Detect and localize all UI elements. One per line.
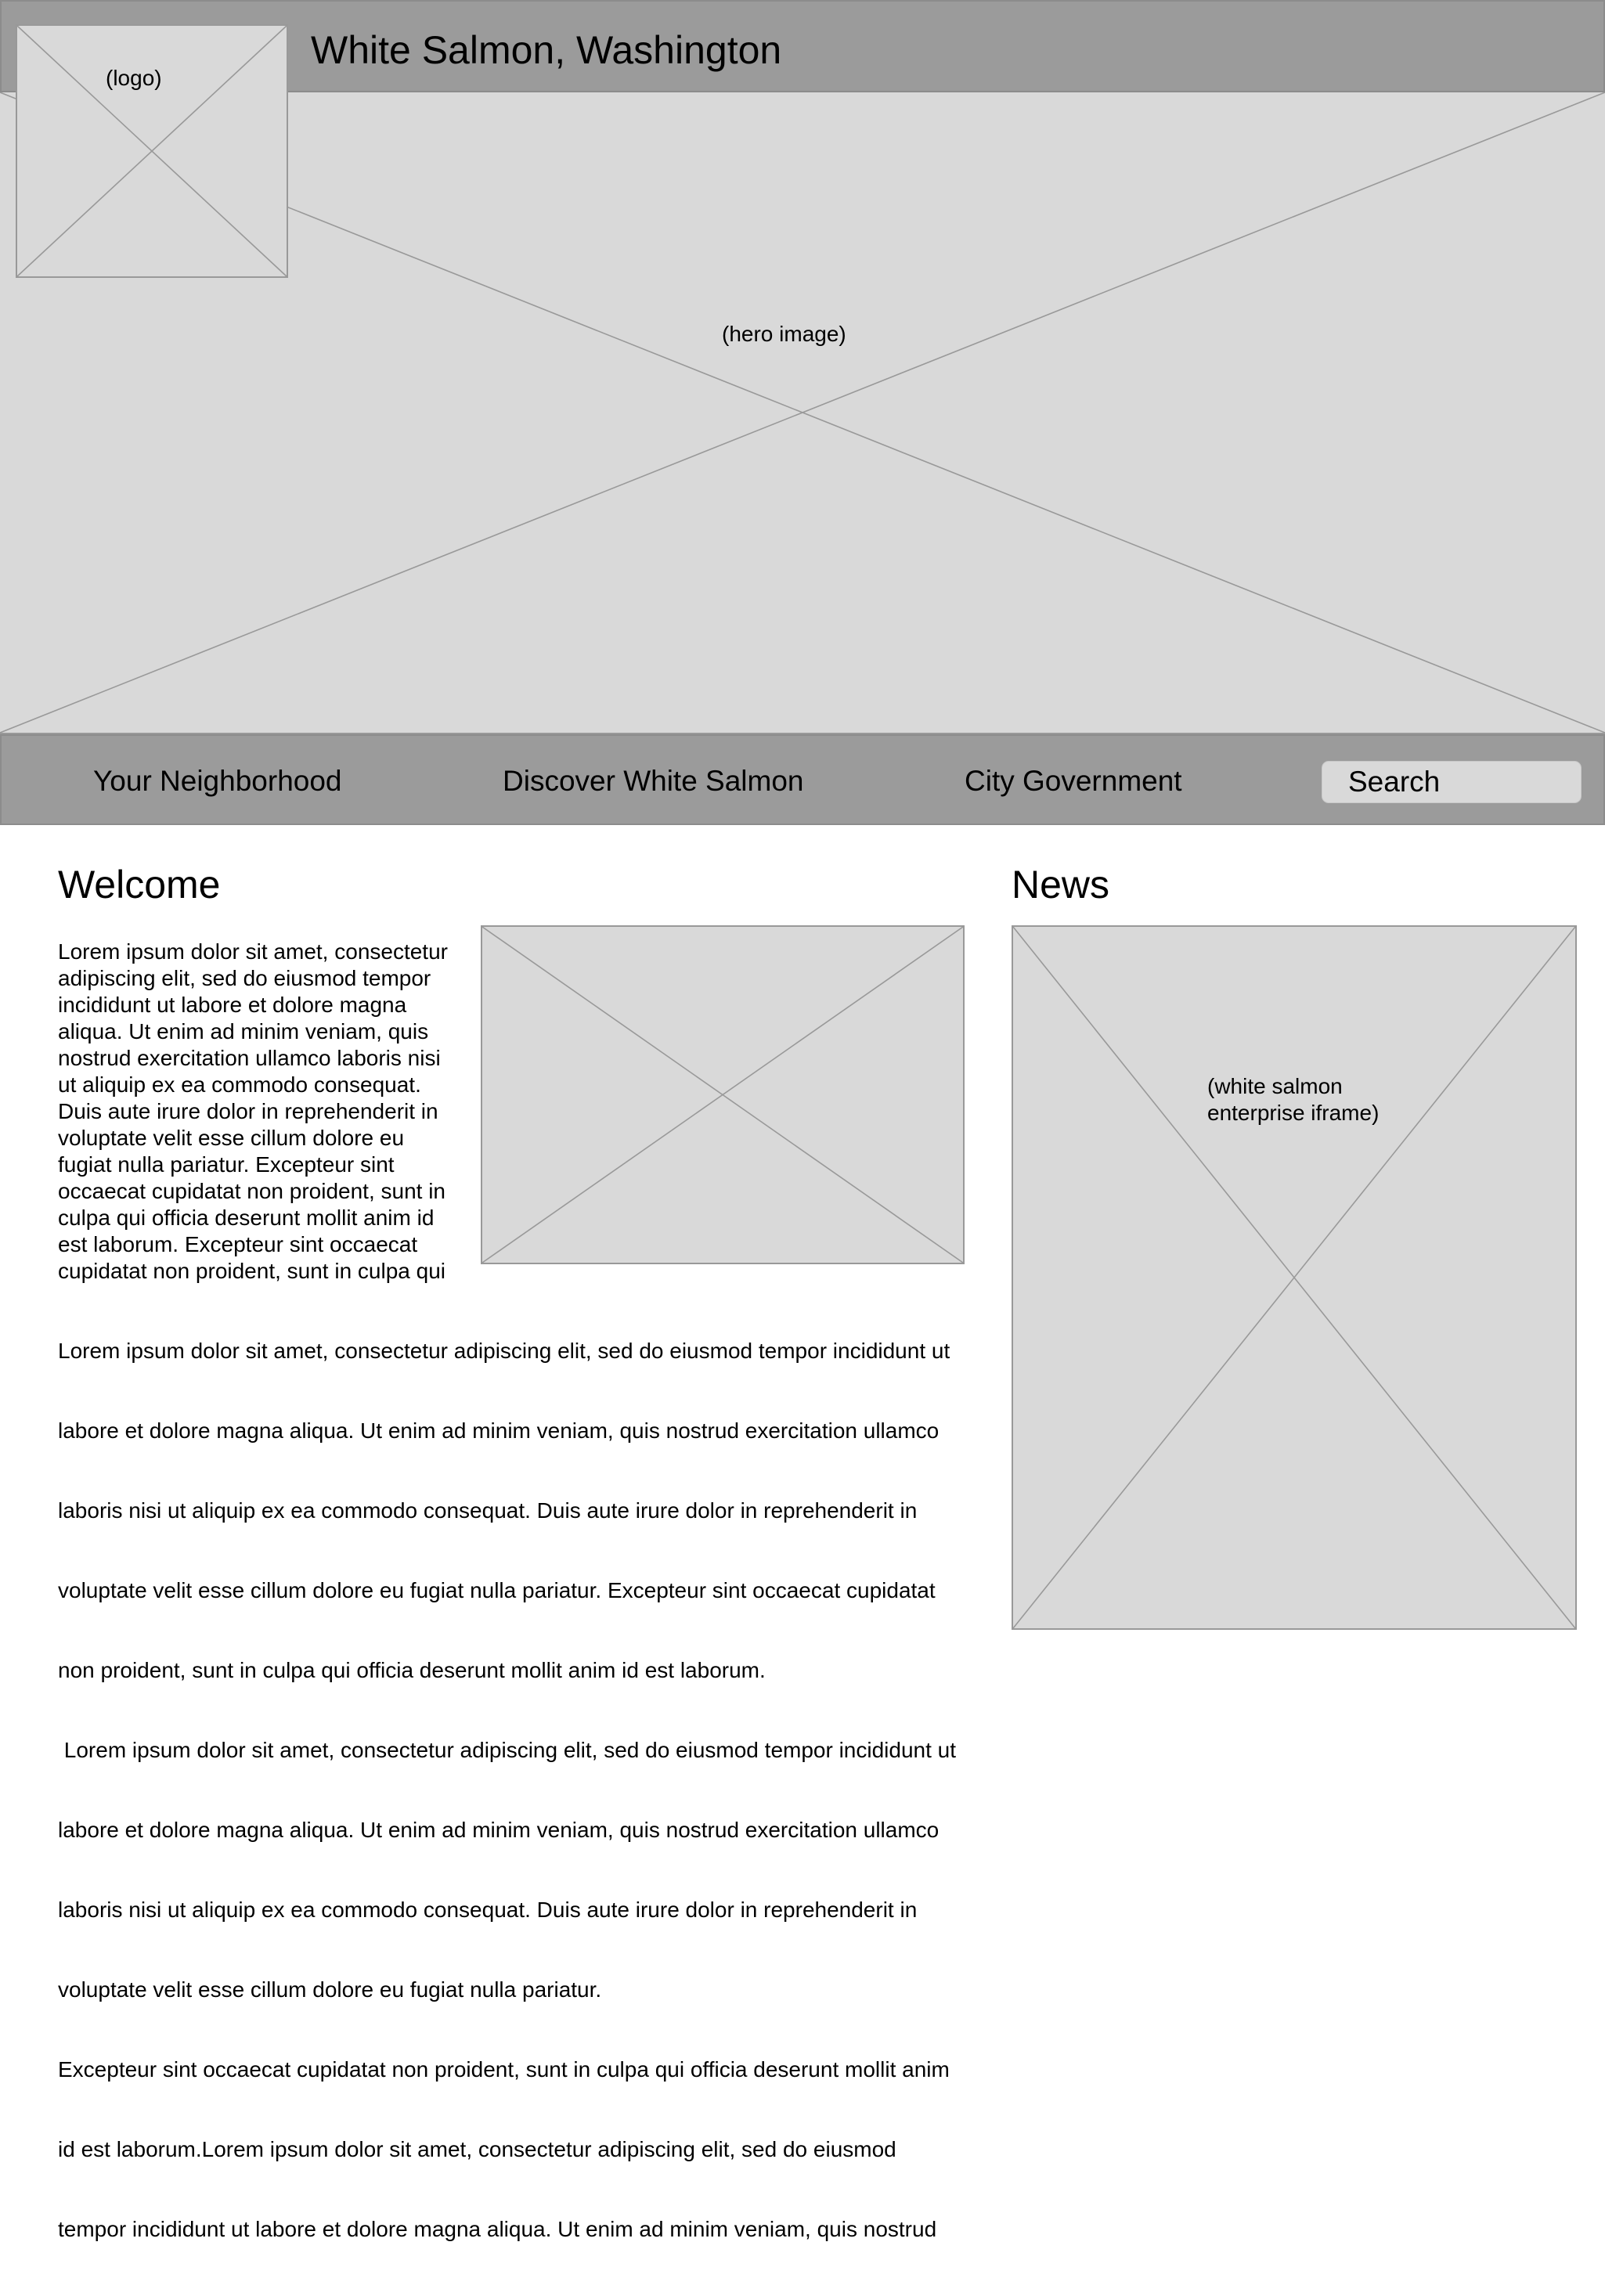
news-iframe-cross (1013, 927, 1575, 1628)
text-line: culpa qui officia deserunt mollit anim id (58, 1206, 435, 1230)
nav-item-discover-white-salmon[interactable]: Discover White Salmon (503, 765, 804, 797)
welcome-image-cross (482, 927, 963, 1263)
welcome-heading: Welcome (58, 863, 221, 907)
logo[interactable] (16, 24, 288, 278)
search-input[interactable] (1322, 761, 1582, 803)
text-line: nostrud exercitation ullamco laboris nisi (58, 1046, 441, 1070)
nav-item-city-government[interactable]: City Government (965, 765, 1182, 797)
logo-label: (logo) (106, 66, 162, 90)
logo-cross (17, 26, 287, 276)
text-line: Lorem ipsum dolor sit amet, consectetur (58, 939, 448, 964)
text-line: cupidatat non proident, sunt in culpa qui (58, 1259, 446, 1283)
text-line: voluptate velit esse cillum dolore eu (58, 1126, 405, 1150)
text-line: fugiat nulla pariatur. Excepteur sint (58, 1152, 395, 1177)
text-line: tempor incididunt ut labore et dolore magna aliqua. Ut enim ad minim veniam, quis nostrud (58, 2217, 937, 2241)
text-line: voluptate velit esse cillum dolore eu fugiat nulla pariatur. Excepteur sint occaecat cupidatat (58, 1578, 936, 1602)
text-line: Lorem ipsum dolor sit amet, consectetur adipiscing elit, sed do eiusmod tempor incididunt ut (58, 1738, 957, 1762)
text-line: labore et dolore magna aliqua. Ut enim ad minim veniam, quis nostrud exercitation ullamco (58, 1818, 940, 1842)
news-iframe-label-line1: (white salmon (1207, 1074, 1343, 1098)
main-nav (0, 734, 1605, 825)
nav-item-your-neighborhood[interactable]: Your Neighborhood (93, 765, 342, 797)
welcome-text-full (58, 1285, 982, 2296)
news-iframe-label-line2: enterprise iframe) (1207, 1101, 1380, 1125)
text-line: id est laborum.Lorem ipsum dolor sit amet, consectetur adipiscing elit, sed do eiusmod (58, 2137, 896, 2161)
text-line: Duis aute irure dolor in reprehenderit in (58, 1099, 438, 1123)
text-line: est laborum. Excepteur sint occaecat (58, 1232, 418, 1256)
text-line: aliqua. Ut enim ad minim veniam, quis (58, 1019, 429, 1043)
text-line: incididunt ut labore et dolore magna (58, 993, 407, 1017)
text-line: Lorem ipsum dolor sit amet, consectetur adipiscing elit, sed do eiusmod tempor incididunt ut (58, 1339, 950, 1363)
site-title[interactable]: White Salmon, Washington (311, 28, 782, 72)
news-iframe[interactable] (1012, 925, 1577, 1630)
text-line: Excepteur sint occaecat cupidatat non proident, sunt in culpa qui officia deserunt mollit anim (58, 2057, 950, 2082)
text-line: laboris nisi ut aliquip ex ea commodo consequat. Duis aute irure dolor in reprehenderit in (58, 1498, 918, 1523)
welcome-text-wrapped (58, 939, 481, 1285)
text-line: laboris nisi ut aliquip ex ea commodo consequat. Duis aute irure dolor in reprehenderit in (58, 1898, 918, 1922)
text-line: labore et dolore magna aliqua. Ut enim ad minim veniam, quis nostrud exercitation ullamco (58, 1418, 940, 1443)
text-line: non proident, sunt in culpa qui officia deserunt mollit anim id est laborum. (58, 1658, 766, 1682)
welcome-image (481, 925, 965, 1264)
text-line: occaecat cupidatat non proident, sunt in (58, 1179, 446, 1203)
text-line: adipiscing elit, sed do eiusmod tempor (58, 966, 431, 990)
text-line: ut aliquip ex ea commodo consequat. (58, 1072, 421, 1097)
text-line: voluptate velit esse cillum dolore eu fugiat nulla pariatur. (58, 1977, 602, 2002)
news-heading: News (1012, 863, 1110, 907)
hero-image-label: (hero image) (722, 322, 846, 346)
